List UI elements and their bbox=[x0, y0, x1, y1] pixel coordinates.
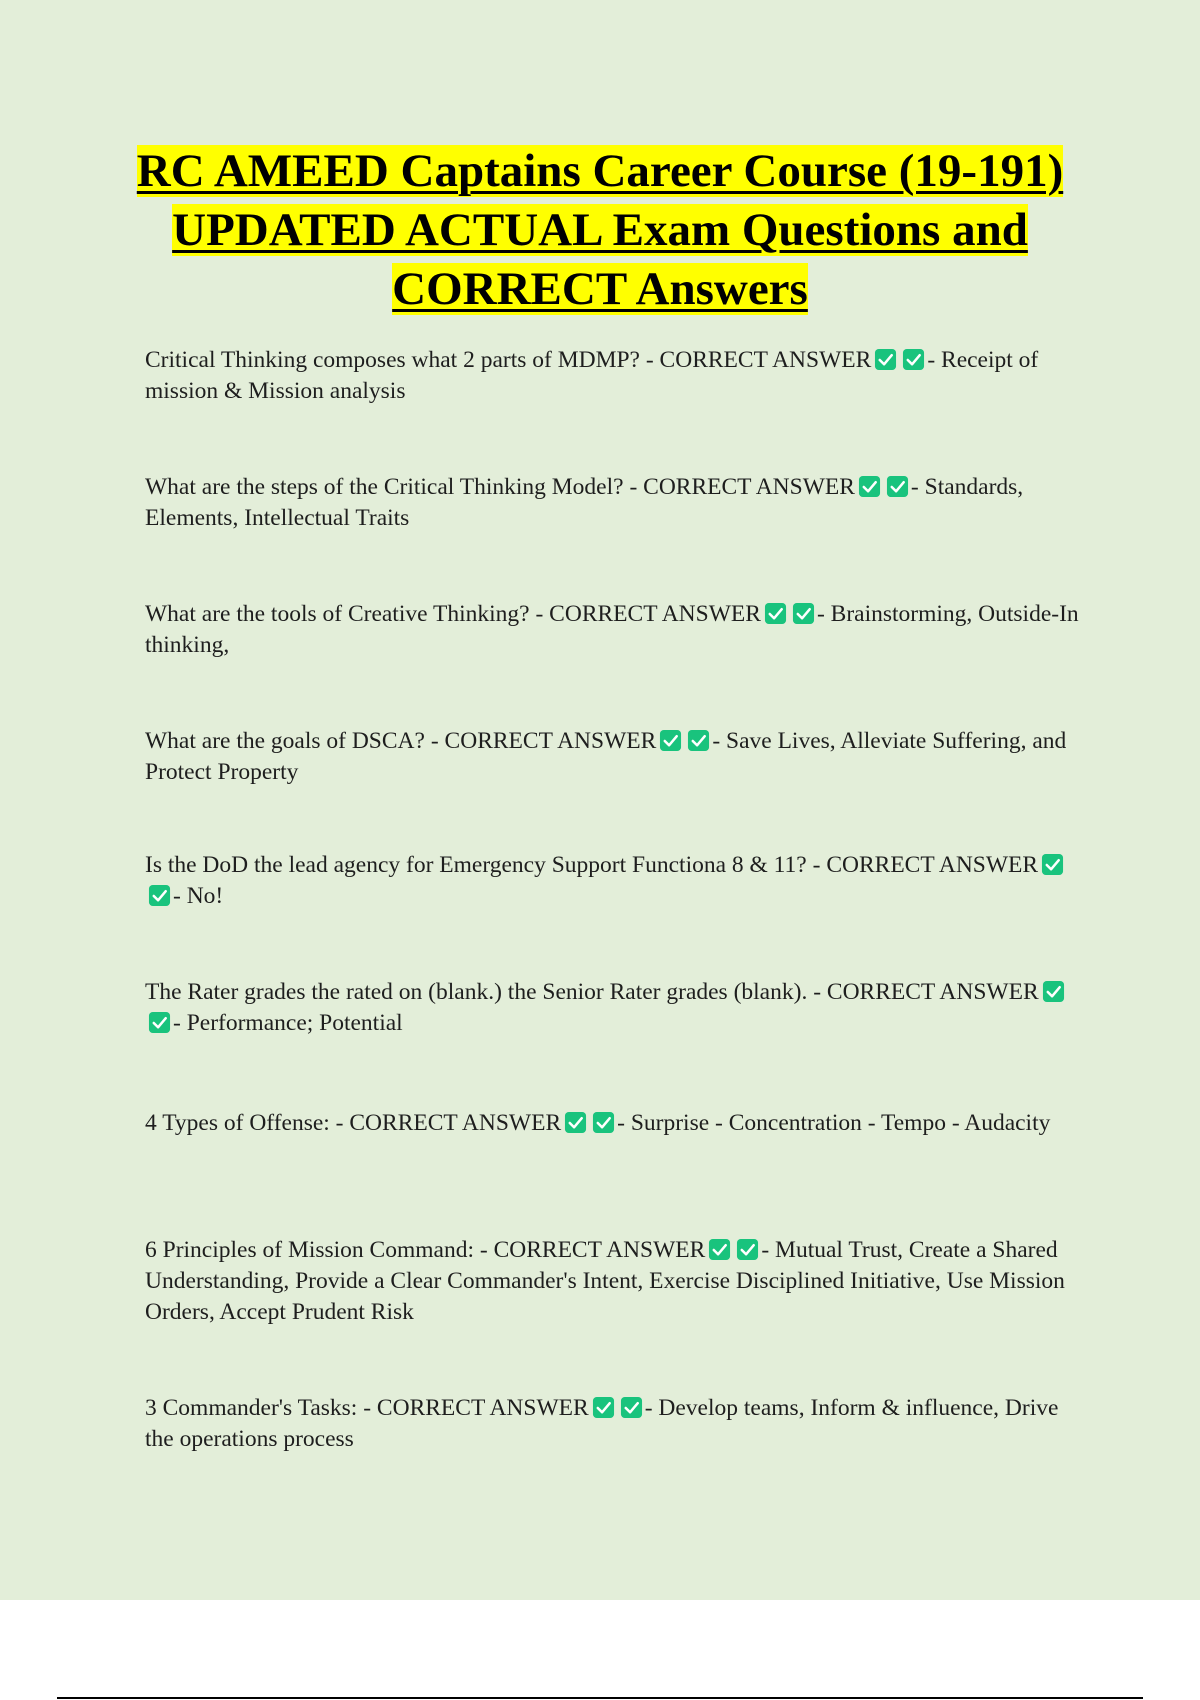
question-text: Critical Thinking composes what 2 parts of MDMP? - bbox=[145, 347, 660, 373]
check-mark-icon bbox=[708, 1238, 731, 1261]
answer-text: - No! bbox=[173, 883, 224, 909]
check-mark-icon bbox=[886, 475, 909, 498]
question-text: What are the goals of DSCA? - bbox=[145, 728, 445, 754]
qa-item bbox=[145, 472, 1085, 534]
check-mark-icon bbox=[592, 1396, 615, 1419]
qa-item bbox=[145, 977, 1085, 1039]
check-mark-icon bbox=[620, 1396, 643, 1419]
qa-item bbox=[145, 599, 1085, 661]
question-text: 6 Principles of Mission Command: - bbox=[145, 1237, 494, 1263]
question-text: What are the steps of the Critical Thinking Model? - bbox=[145, 474, 644, 500]
answer-label: CORRECT ANSWER bbox=[826, 979, 1039, 1005]
answer-label: CORRECT ANSWER bbox=[643, 474, 855, 500]
check-mark-icon bbox=[902, 348, 925, 371]
document-title-text: RC AMEED Captains Career Course (19-191) UPDATED ACTUAL Exam Questions and CORRECT Answers bbox=[136, 145, 1064, 315]
check-mark-icon bbox=[736, 1238, 759, 1261]
answer-text: - Receipt of mission & Mission analysis bbox=[145, 347, 1039, 404]
answer-text: - Standards, Elements, Intellectual Traits bbox=[145, 474, 1024, 531]
answer-text: - Performance; Potential bbox=[173, 1010, 403, 1036]
check-mark-icon bbox=[148, 884, 171, 907]
qa-item bbox=[145, 1393, 1085, 1455]
question-text: The Rater grades the rated on (blank.) the Senior Rater grades (blank). - bbox=[145, 979, 827, 1005]
qa-item bbox=[145, 345, 1085, 407]
answer-label: CORRECT ANSWER bbox=[549, 601, 761, 627]
answer-text: - Save Lives, Alleviate Suffering, and Protect Property bbox=[145, 728, 1067, 785]
check-mark-icon bbox=[659, 729, 682, 752]
check-mark-icon bbox=[764, 602, 787, 625]
question-text: 3 Commander's Tasks: - bbox=[145, 1395, 377, 1421]
check-mark-icon bbox=[564, 1111, 587, 1134]
check-mark-icon bbox=[874, 348, 897, 371]
answer-label: CORRECT ANSWER bbox=[659, 347, 872, 373]
qa-item bbox=[145, 850, 1085, 912]
answer-text: - Mutual Trust, Create a Shared Understanding, Provide a Clear Commander's Intent, Exercise Disciplined Initiative, Use Mission Orders, Accept Prudent Risk bbox=[145, 1237, 1065, 1325]
check-mark-icon bbox=[1041, 853, 1064, 876]
check-mark-icon bbox=[148, 1011, 171, 1034]
answer-label: CORRECT ANSWER bbox=[376, 1395, 589, 1421]
qa-item bbox=[145, 1235, 1085, 1328]
document-title bbox=[100, 142, 1100, 319]
qa-item bbox=[145, 726, 1085, 788]
answer-label: CORRECT ANSWER bbox=[444, 728, 657, 754]
check-mark-icon bbox=[592, 1111, 615, 1134]
footer-divider bbox=[57, 1697, 1143, 1699]
check-mark-icon bbox=[792, 602, 815, 625]
answer-text: - Brainstorming, Outside-In thinking, bbox=[145, 601, 1079, 658]
question-text: What are the tools of Creative Thinking? - bbox=[145, 601, 550, 627]
check-mark-icon bbox=[1042, 980, 1065, 1003]
answer-text: - Develop teams, Inform & influence, Drive the operations process bbox=[145, 1395, 1059, 1452]
answer-text: - Surprise - Concentration - Tempo - Audacity bbox=[617, 1110, 1051, 1136]
answer-label: CORRECT ANSWER bbox=[826, 852, 1039, 878]
check-mark-icon bbox=[858, 475, 881, 498]
answer-label: CORRECT ANSWER bbox=[493, 1237, 706, 1263]
check-mark-icon bbox=[687, 729, 710, 752]
answer-label: CORRECT ANSWER bbox=[349, 1110, 562, 1136]
question-text: Is the DoD the lead agency for Emergency Support Functiona 8 & 11? - bbox=[145, 852, 827, 878]
qa-item bbox=[145, 1108, 1085, 1139]
question-text: 4 Types of Offense: - bbox=[145, 1110, 350, 1136]
